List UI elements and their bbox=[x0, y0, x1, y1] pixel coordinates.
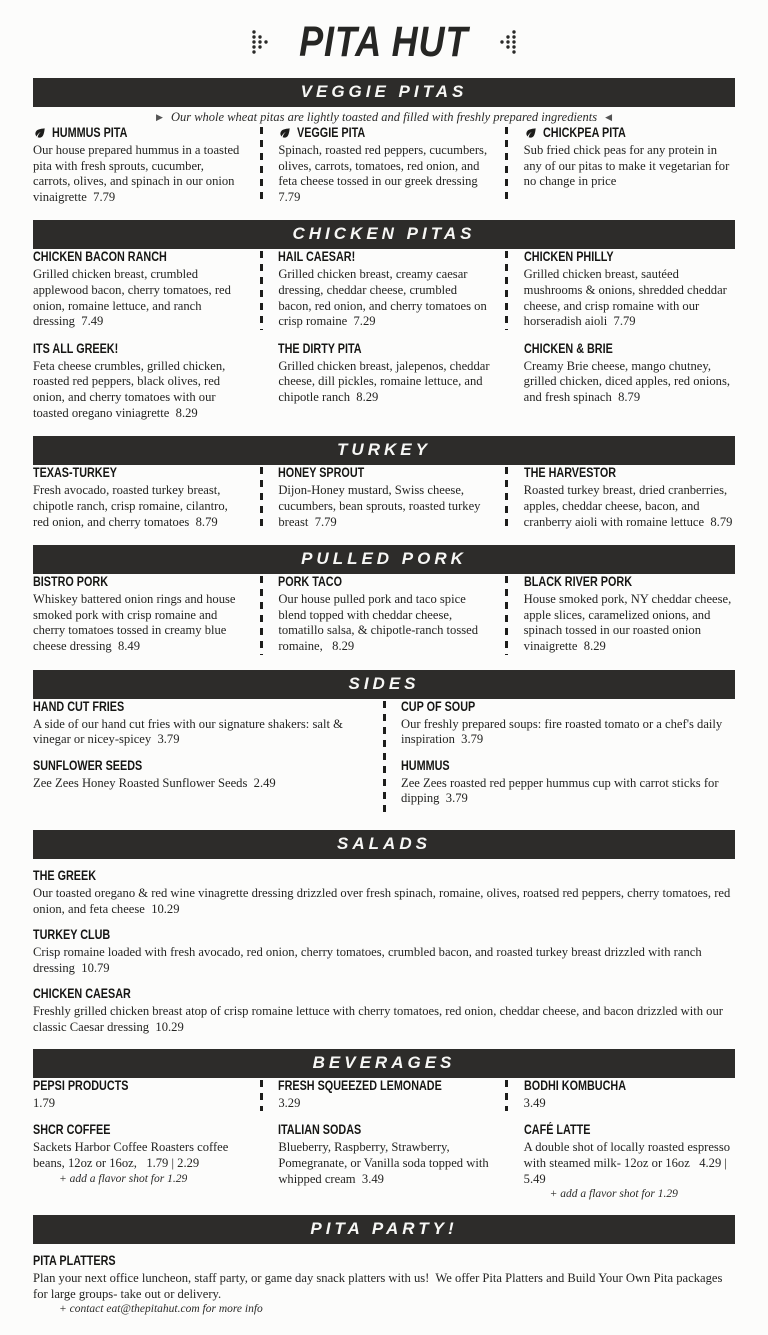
menu-item-chicken-caesar bbox=[33, 986, 735, 1035]
menu-item-note: + add a flavor shot for 1.29 bbox=[59, 1172, 188, 1185]
menu-item-header bbox=[524, 1122, 735, 1137]
menu-item-desc: Grilled chicken breast, sautéed mushrooms & onions, shredded cheddar cheese, and crisp romaine with our horseradish aioli 7.79 bbox=[523, 267, 731, 329]
section-banner-label: CHICKEN PITAS bbox=[292, 224, 476, 244]
menu-item-header bbox=[524, 249, 735, 264]
restaurant-name: PITA HUT bbox=[299, 17, 469, 66]
menu-item-desc: Fresh avocado, roasted turkey breast, chipotle ranch, crisp romaine, cilantro, red onion, and cherry tomatoes 8.79 bbox=[33, 483, 231, 529]
menu-item-header bbox=[401, 758, 735, 773]
menu-item-desc: Our house pulled pork and taco spice blend topped with cheddar cheese, tomatillo salsa, & chipotle-ranch tossed romaine, 8.29 bbox=[278, 592, 482, 653]
menu-item-name: SHCR COFFEE bbox=[33, 1122, 111, 1138]
menu-item-price: 3.29 bbox=[278, 1095, 301, 1110]
menu-item-name: BLACK RIVER PORK bbox=[523, 574, 632, 590]
menu-item-desc: Sackets Harbor Coffee Roasters coffee beans, 12oz or 16oz, 1.79 | 2.29 bbox=[33, 1140, 232, 1170]
menu-item-name: BODHI KOMBUCHA bbox=[523, 1077, 626, 1093]
restaurant-title-block bbox=[33, 18, 735, 66]
menu-item-desc: House smoked pork, NY cheddar cheese, apple slices, caramelized onions, and spinach tossed in our roasted onion vinaigrette 8.29 bbox=[523, 592, 735, 653]
menu-item-desc: Freshly grilled chicken breast atop of crisp romaine lettuce with cherry tomatoes, red onion, cheddar cheese, and bacon drizzled with our classic Caesar dressing 10.29 bbox=[33, 1004, 727, 1035]
party-items bbox=[33, 1253, 735, 1315]
menu-item-header bbox=[524, 125, 735, 140]
menu-item-name: CHICKPEA PITA bbox=[542, 125, 626, 140]
column-divider bbox=[260, 127, 263, 205]
section-banner-label: SIDES bbox=[348, 673, 420, 693]
column-divider bbox=[505, 251, 508, 329]
menu-item-desc: Blueberry, Raspberry, Strawberry, Pomegranate, or Vanilla soda topped with whipped cream 3.49 bbox=[278, 1140, 492, 1186]
menu-item-header bbox=[278, 574, 489, 589]
menu-item-name: THE GREEK bbox=[33, 868, 97, 884]
chicken-items bbox=[33, 249, 735, 423]
menu-item-chicken-and-brie bbox=[524, 341, 735, 421]
column-divider bbox=[383, 701, 386, 815]
menu-item-bodhi-kombucha bbox=[524, 1078, 735, 1112]
menu-item-header bbox=[278, 125, 489, 140]
column-divider bbox=[260, 251, 263, 329]
menu-item-name: HUMMUS PITA bbox=[52, 125, 128, 140]
menu-item-note: + add a flavor shot for 1.29 bbox=[549, 1188, 678, 1201]
menu-item-hail-caesar bbox=[278, 249, 489, 329]
section-banner-label: PITA PARTY! bbox=[310, 1219, 458, 1239]
right-triangle-icon: ▶ bbox=[156, 112, 163, 122]
section-banner-sides bbox=[33, 670, 735, 699]
menu-item-name: HAIL CAESAR! bbox=[278, 249, 356, 265]
menu-item-desc: Grilled chicken breast, creamy caesar dressing, cheddar cheese, crumbled bacon, red onion, and cherry tomatoes on crisp romaine 7.29 bbox=[278, 267, 490, 329]
menu-item-header bbox=[524, 1078, 735, 1093]
menu-item-its-all-greek bbox=[33, 341, 244, 421]
menu-item-header bbox=[33, 868, 735, 883]
menu-item-fresh-squeezed-lemonade bbox=[278, 1078, 489, 1112]
section-banner-label: SALADS bbox=[337, 834, 431, 854]
menu-item-bistro-pork bbox=[33, 574, 244, 654]
menu-item-desc: Grilled chicken breast, crumbled applewood bacon, cherry tomatoes, red onion, romaine lettuce, and ranch dressing 7.49 bbox=[33, 267, 235, 329]
pork-items bbox=[33, 574, 735, 656]
column-divider bbox=[260, 576, 263, 654]
menu-item-header bbox=[278, 1078, 489, 1093]
menu-item-header bbox=[278, 341, 489, 356]
menu-item-name: ITS ALL GREEK! bbox=[33, 340, 119, 356]
menu-item-desc: Grilled chicken breast, jalepenos, cheddar cheese, dill pickles, romaine lettuce, and chipotle ranch 8.29 bbox=[278, 358, 493, 405]
menu-item-name: PORK TACO bbox=[278, 574, 343, 590]
column-divider bbox=[260, 1080, 263, 1112]
leaf-icon bbox=[33, 126, 47, 140]
menu-item-hummus-pita bbox=[33, 125, 244, 205]
column-divider bbox=[260, 467, 263, 530]
menu-item-name: CHICKEN & BRIE bbox=[523, 340, 613, 356]
sides-left-column bbox=[33, 699, 367, 817]
menu-item-name: CAFÉ LATTE bbox=[523, 1122, 591, 1138]
leaf-icon bbox=[524, 126, 538, 140]
menu-item-name: FRESH SQUEEZED LEMONADE bbox=[278, 1077, 443, 1093]
leaf-icon bbox=[278, 126, 292, 140]
menu-item-cafe-latte bbox=[524, 1122, 735, 1200]
menu-item-italian-sodas bbox=[278, 1122, 492, 1200]
menu-item-header bbox=[278, 465, 489, 480]
menu-item-pepsi-products bbox=[33, 1078, 244, 1112]
veggie-items bbox=[33, 125, 735, 207]
menu-item-the-harvestor bbox=[524, 465, 735, 530]
menu-item-name: HUMMUS bbox=[401, 757, 450, 773]
veggie-subtitle bbox=[33, 110, 735, 125]
menu-item-header bbox=[278, 249, 489, 264]
menu-item-desc: A side of our hand cut fries with our signature shakers: salt & vinegar or nicey-spicey 3.79 bbox=[33, 716, 347, 747]
sides-right-column bbox=[401, 699, 735, 817]
menu-item-name: PEPSI PRODUCTS bbox=[33, 1077, 129, 1093]
menu-item-chicken-bacon-ranch bbox=[33, 249, 244, 329]
salads-items bbox=[33, 868, 735, 1036]
menu-item-sunflower-seeds bbox=[33, 758, 367, 792]
menu-item-name: SUNFLOWER SEEDS bbox=[33, 757, 143, 773]
menu-item-desc: Whiskey battered onion rings and house smoked pork with crisp romaine and cherry tomatoes tossed in creamy blue cheese dressing 8.49 bbox=[33, 592, 239, 653]
menu-item-name: TURKEY CLUB bbox=[33, 927, 111, 943]
menu-item-veggie-pita bbox=[278, 125, 489, 205]
menu-item-header bbox=[33, 1253, 735, 1268]
menu-item-header bbox=[33, 249, 244, 264]
veggie-subtitle-text: Our whole wheat pitas are lightly toasted and filled with freshly prepared ingredients bbox=[170, 110, 598, 124]
menu-item-desc: Crisp romaine loaded with fresh avocado, red onion, cherry tomatoes, crumbled bacon, and roasted turkey breast drizzled with ranch dressing 10.79 bbox=[33, 945, 705, 975]
menu-item-name: CHICKEN BACON RANCH bbox=[33, 249, 167, 265]
menu-item-name: HONEY SPROUT bbox=[278, 465, 365, 481]
menu-item-desc: Our house prepared hummus in a toasted pita with fresh sprouts, cucumber, carrots, olives, and spinach in our onion vinaigrette 7.79 bbox=[33, 143, 243, 204]
menu-item-desc: Plan your next office luncheon, staff party, or game day snack platters with us! We offer Pita Platters and Build Your Own Pita packages for large groups- take out or delivery. bbox=[33, 1271, 726, 1301]
turkey-items bbox=[33, 465, 735, 532]
menu-item-honey-sprout bbox=[278, 465, 489, 530]
menu-item-hummus-side bbox=[401, 758, 735, 807]
menu-item-hand-cut-fries bbox=[33, 699, 367, 748]
menu-item-shcr-coffee bbox=[33, 1122, 244, 1200]
menu-item-price: 1.79 bbox=[33, 1095, 56, 1110]
beverages-items bbox=[33, 1078, 735, 1202]
menu-item-the-dirty-pita bbox=[278, 340, 493, 421]
menu-item-desc: Creamy Brie cheese, mango chutney, grilled chicken, diced apples, red onions, and fresh spinach 8.79 bbox=[523, 358, 734, 405]
menu-item-the-greek bbox=[33, 868, 735, 917]
menu-item-chicken-philly bbox=[524, 249, 735, 329]
section-banner-veggie-pitas bbox=[33, 78, 735, 107]
menu-item-header bbox=[524, 465, 735, 480]
section-banner-pita-party bbox=[33, 1215, 735, 1244]
sides-items bbox=[33, 699, 735, 817]
menu-item-name: TEXAS-TURKEY bbox=[33, 465, 118, 481]
menu-item-desc: Dijon-Honey mustard, Swiss cheese, cucumbers, bean sprouts, roasted turkey breast 7.79 bbox=[278, 483, 484, 529]
section-banner-label: BEVERAGES bbox=[312, 1052, 456, 1072]
menu-item-header bbox=[33, 125, 244, 140]
section-banner-pulled-pork bbox=[33, 545, 735, 574]
menu-item-name: HAND CUT FRIES bbox=[33, 698, 125, 714]
menu-item-header bbox=[33, 1078, 244, 1093]
menu-item-desc: Zee Zees Honey Roasted Sunflower Seeds 2.49 bbox=[33, 775, 276, 790]
menu-item-header bbox=[33, 758, 367, 773]
menu-item-name: CHICKEN PHILLY bbox=[523, 249, 614, 265]
menu-item-header bbox=[33, 927, 735, 942]
menu-item-header bbox=[524, 574, 735, 589]
menu-item-name: THE DIRTY PITA bbox=[278, 340, 362, 356]
menu-item-desc: Zee Zees roasted red pepper hummus cup with carrot sticks for dipping 3.79 bbox=[401, 775, 722, 806]
column-divider bbox=[505, 1080, 508, 1112]
menu-item-price: 3.49 bbox=[523, 1095, 546, 1110]
menu-item-black-river-pork bbox=[524, 574, 735, 654]
column-divider bbox=[505, 127, 508, 205]
menu-item-header bbox=[524, 341, 735, 356]
menu-item-name: BISTRO PORK bbox=[33, 574, 109, 590]
column-divider bbox=[505, 467, 508, 530]
menu-item-desc: Sub fried chick peas for any protein in any of our pitas to make it vegetarian for no change in price bbox=[523, 143, 733, 189]
menu-item-name: CHICKEN CAESAR bbox=[33, 986, 131, 1002]
menu-item-name: CUP OF SOUP bbox=[401, 698, 476, 714]
menu-item-desc: Feta cheese crumbles, grilled chicken, roasted red peppers, black olives, red onion, and cherry tomatoes with our toasted oregano viniagrette 8.29 bbox=[33, 358, 229, 420]
dotted-arrow-right-icon bbox=[251, 29, 269, 55]
menu-item-name: THE HARVESTOR bbox=[523, 465, 616, 481]
menu-item-header bbox=[33, 986, 735, 1001]
section-banner-label: PULLED PORK bbox=[301, 549, 467, 569]
menu-item-name: PITA PLATTERS bbox=[33, 1253, 116, 1269]
section-banner-label: TURKEY bbox=[337, 440, 431, 460]
menu-item-header bbox=[278, 1122, 489, 1137]
menu-item-header bbox=[33, 465, 244, 480]
menu-item-turkey-club bbox=[33, 927, 735, 976]
menu-item-name: VEGGIE PITA bbox=[297, 125, 366, 140]
menu-item-desc: A double shot of locally roasted espresso with steamed milk- 12oz or 16oz 4.29 | 5.49 bbox=[523, 1140, 734, 1186]
dotted-arrow-left-icon bbox=[499, 29, 517, 55]
menu-item-header bbox=[33, 341, 244, 356]
menu-item-name: ITALIAN SODAS bbox=[278, 1122, 362, 1138]
menu-item-header bbox=[33, 1122, 244, 1137]
menu-item-header bbox=[33, 699, 367, 714]
menu-item-texas-turkey bbox=[33, 465, 244, 530]
menu-item-desc: Roasted turkey breast, dried cranberries, apples, cheddar cheese, bacon, and cranberry aioli with romaine lettuce 8.79 bbox=[523, 483, 733, 529]
menu-item-header bbox=[33, 574, 244, 589]
section-banner-chicken-pitas bbox=[33, 220, 735, 249]
section-banner-salads bbox=[33, 830, 735, 859]
section-banner-label: VEGGIE PITAS bbox=[300, 82, 468, 101]
menu-item-desc: Spinach, roasted red peppers, cucumbers, olives, carrots, tomatoes, red onion, and feta cheese tossed in our greek dressing 7.79 bbox=[278, 143, 491, 204]
menu-item-pork-taco bbox=[278, 574, 489, 654]
menu-item-header bbox=[401, 699, 735, 714]
column-divider bbox=[505, 576, 508, 654]
menu-item-pita-platters bbox=[33, 1253, 735, 1315]
menu-item-desc: Our freshly prepared soups: fire roasted tomato or a chef's daily inspiration 3.79 bbox=[401, 716, 726, 747]
menu-item-chickpea-pita bbox=[524, 125, 735, 205]
menu-item-desc: Our toasted oregano & red wine vinagrette dressing drizzled over fresh spinach, romaine, olives, roatsed red peppers, cherry tomatoes, red onion, and feta cheese 10.29 bbox=[33, 886, 734, 916]
section-banner-turkey bbox=[33, 436, 735, 465]
left-triangle-icon: ◀ bbox=[605, 112, 612, 122]
section-banner-beverages bbox=[33, 1049, 735, 1078]
menu-item-cup-of-soup bbox=[401, 699, 735, 748]
menu-item-note: + contact eat@thepitahut.com for more info bbox=[59, 1303, 263, 1316]
